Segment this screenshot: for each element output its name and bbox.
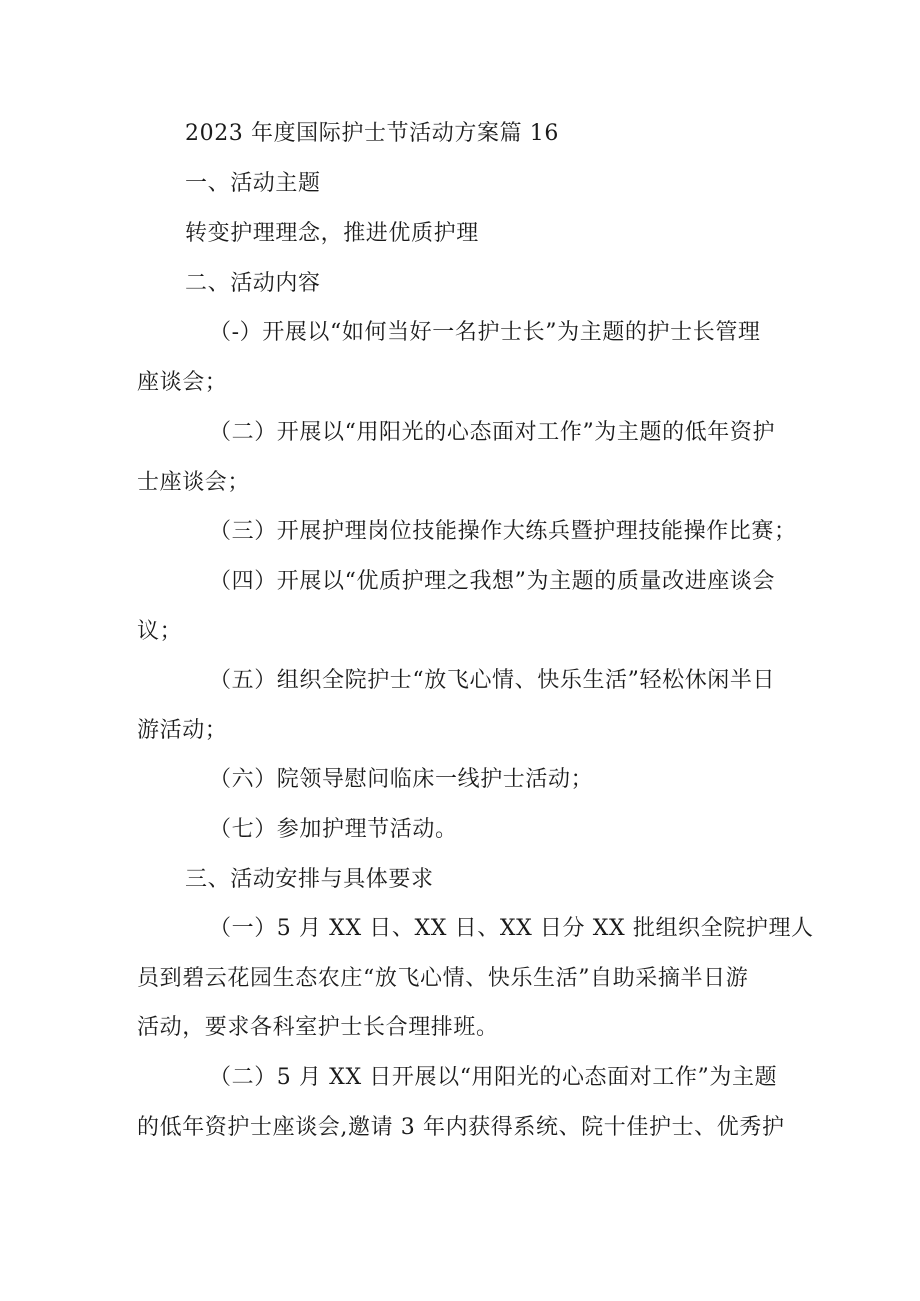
paragraph-line: 议； bbox=[137, 619, 183, 644]
paragraph-line: 士座谈会； bbox=[137, 470, 251, 495]
paragraph-line: （一）5 月 XX 日、XX 日、XX 日分 XX 批组织全院护理人 bbox=[209, 916, 814, 941]
section-heading: 三、活动安排与具体要求 bbox=[185, 867, 434, 892]
paragraph-line: （三）开展护理岗位技能操作大练兵暨护理技能操作比赛； bbox=[209, 519, 797, 544]
paragraph-line: （二）开展以“用阳光的心态面对工作”为主题的低年资护 bbox=[209, 420, 776, 445]
paragraph-line: 活动，要求各科室护士长合理排班。 bbox=[137, 1015, 499, 1040]
section-heading: 二、活动内容 bbox=[185, 271, 321, 296]
paragraph-line: 的低年资护士座谈会,邀请 3 年内获得系统、院十佳护士、优秀护 bbox=[137, 1115, 785, 1140]
paragraph-line: 游活动； bbox=[137, 718, 228, 743]
paragraph-line: （四）开展以“优质护理之我想”为主题的质量改进座谈会 bbox=[209, 569, 776, 594]
paragraph-line: （七）参加护理节活动。 bbox=[209, 817, 458, 842]
paragraph-line: 员到碧云花园生态农庄“放飞心情、快乐生活”自助采摘半日游 bbox=[137, 966, 749, 991]
paragraph-line: （-）开展以“如何当好一名护士长”为主题的护士长管理 bbox=[209, 320, 761, 345]
section-heading: 一、活动主题 bbox=[185, 171, 321, 196]
document-title: 2023 年度国际护士节活动方案篇 16 bbox=[185, 121, 559, 146]
paragraph-line: 转变护理理念，推进优质护理 bbox=[185, 221, 479, 246]
paragraph-line: （二）5 月 XX 日开展以“用阳光的心态面对工作”为主题 bbox=[209, 1065, 778, 1090]
paragraph-line: 座谈会； bbox=[137, 370, 228, 395]
paragraph-line: （六）院领导慰问临床一线护士活动； bbox=[209, 767, 594, 792]
paragraph-line: （五）组织全院护士“放飞心情、快乐生活”轻松休闲半日 bbox=[209, 668, 776, 693]
